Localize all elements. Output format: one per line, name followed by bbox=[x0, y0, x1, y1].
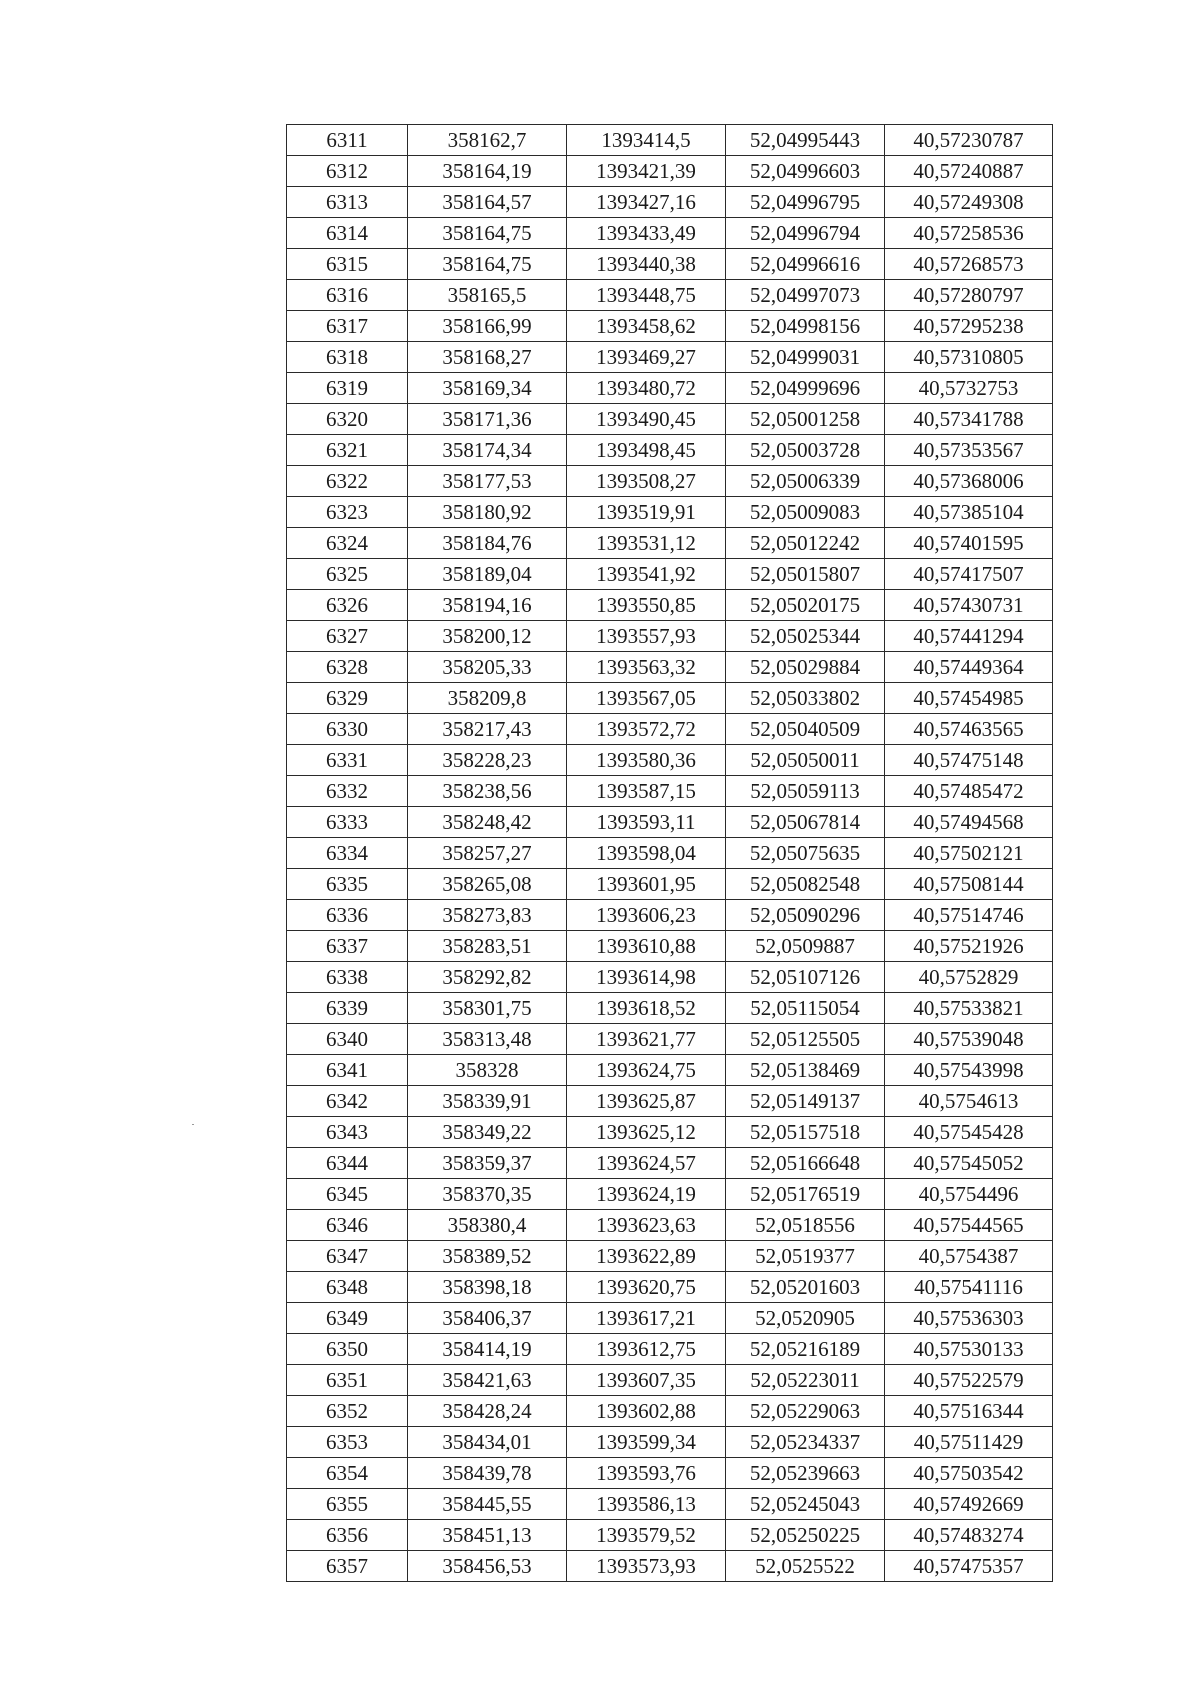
longitude-cell: 40,57543998 bbox=[885, 1055, 1053, 1086]
latitude-cell: 52,05090296 bbox=[726, 900, 885, 931]
latitude-cell: 52,05075635 bbox=[726, 838, 885, 869]
latitude-cell: 52,05234337 bbox=[726, 1427, 885, 1458]
longitude-cell: 40,57385104 bbox=[885, 497, 1053, 528]
latitude-cell: 52,05157518 bbox=[726, 1117, 885, 1148]
y-coordinate-cell: 1393625,12 bbox=[567, 1117, 726, 1148]
y-coordinate-cell: 1393469,27 bbox=[567, 342, 726, 373]
x-coordinate-cell: 358166,99 bbox=[408, 311, 567, 342]
x-coordinate-cell: 358194,16 bbox=[408, 590, 567, 621]
x-coordinate-cell: 358169,34 bbox=[408, 373, 567, 404]
latitude-cell: 52,05125505 bbox=[726, 1024, 885, 1055]
latitude-cell: 52,04999031 bbox=[726, 342, 885, 373]
longitude-cell: 40,5752829 bbox=[885, 962, 1053, 993]
x-coordinate-cell: 358177,53 bbox=[408, 466, 567, 497]
longitude-cell: 40,57353567 bbox=[885, 435, 1053, 466]
latitude-cell: 52,05115054 bbox=[726, 993, 885, 1024]
point-number-cell: 6340 bbox=[287, 1024, 408, 1055]
point-number-cell: 6338 bbox=[287, 962, 408, 993]
latitude-cell: 52,05138469 bbox=[726, 1055, 885, 1086]
table-row bbox=[287, 838, 1053, 869]
longitude-cell: 40,57258536 bbox=[885, 218, 1053, 249]
longitude-cell: 40,57541116 bbox=[885, 1272, 1053, 1303]
y-coordinate-cell: 1393586,13 bbox=[567, 1489, 726, 1520]
point-number-cell: 6350 bbox=[287, 1334, 408, 1365]
y-coordinate-cell: 1393593,11 bbox=[567, 807, 726, 838]
point-number-cell: 6315 bbox=[287, 249, 408, 280]
x-coordinate-cell: 358359,37 bbox=[408, 1148, 567, 1179]
y-coordinate-cell: 1393579,52 bbox=[567, 1520, 726, 1551]
point-number-cell: 6332 bbox=[287, 776, 408, 807]
longitude-cell: 40,5732753 bbox=[885, 373, 1053, 404]
y-coordinate-cell: 1393480,72 bbox=[567, 373, 726, 404]
x-coordinate-cell: 358445,55 bbox=[408, 1489, 567, 1520]
point-number-cell: 6328 bbox=[287, 652, 408, 683]
point-number-cell: 6355 bbox=[287, 1489, 408, 1520]
longitude-cell: 40,57268573 bbox=[885, 249, 1053, 280]
latitude-cell: 52,0519377 bbox=[726, 1241, 885, 1272]
point-number-cell: 6334 bbox=[287, 838, 408, 869]
y-coordinate-cell: 1393531,12 bbox=[567, 528, 726, 559]
x-coordinate-cell: 358456,53 bbox=[408, 1551, 567, 1582]
point-number-cell: 6321 bbox=[287, 435, 408, 466]
latitude-cell: 52,05025344 bbox=[726, 621, 885, 652]
y-coordinate-cell: 1393623,63 bbox=[567, 1210, 726, 1241]
x-coordinate-cell: 358349,22 bbox=[408, 1117, 567, 1148]
y-coordinate-cell: 1393620,75 bbox=[567, 1272, 726, 1303]
point-number-cell: 6318 bbox=[287, 342, 408, 373]
longitude-cell: 40,57449364 bbox=[885, 652, 1053, 683]
x-coordinate-cell: 358328 bbox=[408, 1055, 567, 1086]
y-coordinate-cell: 1393550,85 bbox=[567, 590, 726, 621]
point-number-cell: 6326 bbox=[287, 590, 408, 621]
x-coordinate-cell: 358439,78 bbox=[408, 1458, 567, 1489]
longitude-cell: 40,57483274 bbox=[885, 1520, 1053, 1551]
y-coordinate-cell: 1393541,92 bbox=[567, 559, 726, 590]
x-coordinate-cell: 358434,01 bbox=[408, 1427, 567, 1458]
x-coordinate-cell: 358380,4 bbox=[408, 1210, 567, 1241]
longitude-cell: 40,57545428 bbox=[885, 1117, 1053, 1148]
point-number-cell: 6311 bbox=[287, 125, 408, 156]
table-row bbox=[287, 590, 1053, 621]
latitude-cell: 52,04999696 bbox=[726, 373, 885, 404]
latitude-cell: 52,05020175 bbox=[726, 590, 885, 621]
table-row bbox=[287, 435, 1053, 466]
point-number-cell: 6335 bbox=[287, 869, 408, 900]
y-coordinate-cell: 1393448,75 bbox=[567, 280, 726, 311]
latitude-cell: 52,0525522 bbox=[726, 1551, 885, 1582]
point-number-cell: 6352 bbox=[287, 1396, 408, 1427]
y-coordinate-cell: 1393440,38 bbox=[567, 249, 726, 280]
x-coordinate-cell: 358164,75 bbox=[408, 218, 567, 249]
longitude-cell: 40,57249308 bbox=[885, 187, 1053, 218]
x-coordinate-cell: 358228,23 bbox=[408, 745, 567, 776]
x-coordinate-cell: 358339,91 bbox=[408, 1086, 567, 1117]
y-coordinate-cell: 1393602,88 bbox=[567, 1396, 726, 1427]
longitude-cell: 40,57310805 bbox=[885, 342, 1053, 373]
x-coordinate-cell: 358257,27 bbox=[408, 838, 567, 869]
latitude-cell: 52,05166648 bbox=[726, 1148, 885, 1179]
table-row bbox=[287, 807, 1053, 838]
table-row bbox=[287, 993, 1053, 1024]
y-coordinate-cell: 1393587,15 bbox=[567, 776, 726, 807]
latitude-cell: 52,04995443 bbox=[726, 125, 885, 156]
table-row bbox=[287, 714, 1053, 745]
table-row bbox=[287, 1396, 1053, 1427]
latitude-cell: 52,04996616 bbox=[726, 249, 885, 280]
x-coordinate-cell: 358174,34 bbox=[408, 435, 567, 466]
y-coordinate-cell: 1393498,45 bbox=[567, 435, 726, 466]
latitude-cell: 52,04996603 bbox=[726, 156, 885, 187]
y-coordinate-cell: 1393593,76 bbox=[567, 1458, 726, 1489]
x-coordinate-cell: 358205,33 bbox=[408, 652, 567, 683]
y-coordinate-cell: 1393617,21 bbox=[567, 1303, 726, 1334]
point-number-cell: 6342 bbox=[287, 1086, 408, 1117]
longitude-cell: 40,57341788 bbox=[885, 404, 1053, 435]
x-coordinate-cell: 358164,57 bbox=[408, 187, 567, 218]
point-number-cell: 6353 bbox=[287, 1427, 408, 1458]
table-row bbox=[287, 1210, 1053, 1241]
x-coordinate-cell: 358248,42 bbox=[408, 807, 567, 838]
longitude-cell: 40,57492669 bbox=[885, 1489, 1053, 1520]
table-row bbox=[287, 342, 1053, 373]
x-coordinate-cell: 358184,76 bbox=[408, 528, 567, 559]
x-coordinate-cell: 358398,18 bbox=[408, 1272, 567, 1303]
point-number-cell: 6346 bbox=[287, 1210, 408, 1241]
table-row bbox=[287, 1117, 1053, 1148]
longitude-cell: 40,57295238 bbox=[885, 311, 1053, 342]
table-row bbox=[287, 1024, 1053, 1055]
y-coordinate-cell: 1393612,75 bbox=[567, 1334, 726, 1365]
latitude-cell: 52,05229063 bbox=[726, 1396, 885, 1427]
point-number-cell: 6333 bbox=[287, 807, 408, 838]
longitude-cell: 40,57502121 bbox=[885, 838, 1053, 869]
table-row bbox=[287, 280, 1053, 311]
point-number-cell: 6348 bbox=[287, 1272, 408, 1303]
x-coordinate-cell: 358200,12 bbox=[408, 621, 567, 652]
point-number-cell: 6339 bbox=[287, 993, 408, 1024]
latitude-cell: 52,05201603 bbox=[726, 1272, 885, 1303]
x-coordinate-cell: 358414,19 bbox=[408, 1334, 567, 1365]
coordinate-table-body bbox=[287, 125, 1053, 1582]
longitude-cell: 40,57511429 bbox=[885, 1427, 1053, 1458]
y-coordinate-cell: 1393599,34 bbox=[567, 1427, 726, 1458]
latitude-cell: 52,05040509 bbox=[726, 714, 885, 745]
point-number-cell: 6337 bbox=[287, 931, 408, 962]
latitude-cell: 52,05067814 bbox=[726, 807, 885, 838]
latitude-cell: 52,05001258 bbox=[726, 404, 885, 435]
x-coordinate-cell: 358292,82 bbox=[408, 962, 567, 993]
longitude-cell: 40,57536303 bbox=[885, 1303, 1053, 1334]
point-number-cell: 6323 bbox=[287, 497, 408, 528]
longitude-cell: 40,57514746 bbox=[885, 900, 1053, 931]
table-row bbox=[287, 404, 1053, 435]
longitude-cell: 40,57485472 bbox=[885, 776, 1053, 807]
y-coordinate-cell: 1393458,62 bbox=[567, 311, 726, 342]
longitude-cell: 40,5754387 bbox=[885, 1241, 1053, 1272]
point-number-cell: 6317 bbox=[287, 311, 408, 342]
point-number-cell: 6356 bbox=[287, 1520, 408, 1551]
y-coordinate-cell: 1393519,91 bbox=[567, 497, 726, 528]
longitude-cell: 40,57230787 bbox=[885, 125, 1053, 156]
longitude-cell: 40,57475357 bbox=[885, 1551, 1053, 1582]
longitude-cell: 40,57545052 bbox=[885, 1148, 1053, 1179]
longitude-cell: 40,57280797 bbox=[885, 280, 1053, 311]
y-coordinate-cell: 1393622,89 bbox=[567, 1241, 726, 1272]
point-number-cell: 6313 bbox=[287, 187, 408, 218]
x-coordinate-cell: 358164,19 bbox=[408, 156, 567, 187]
x-coordinate-cell: 358164,75 bbox=[408, 249, 567, 280]
longitude-cell: 40,57494568 bbox=[885, 807, 1053, 838]
point-number-cell: 6354 bbox=[287, 1458, 408, 1489]
latitude-cell: 52,05015807 bbox=[726, 559, 885, 590]
y-coordinate-cell: 1393421,39 bbox=[567, 156, 726, 187]
longitude-cell: 40,57463565 bbox=[885, 714, 1053, 745]
table-row bbox=[287, 1427, 1053, 1458]
table-row bbox=[287, 1334, 1053, 1365]
table-row bbox=[287, 156, 1053, 187]
latitude-cell: 52,05029884 bbox=[726, 652, 885, 683]
table-row bbox=[287, 1055, 1053, 1086]
longitude-cell: 40,57240887 bbox=[885, 156, 1053, 187]
x-coordinate-cell: 358168,27 bbox=[408, 342, 567, 373]
latitude-cell: 52,05176519 bbox=[726, 1179, 885, 1210]
longitude-cell: 40,57503542 bbox=[885, 1458, 1053, 1489]
latitude-cell: 52,0520905 bbox=[726, 1303, 885, 1334]
latitude-cell: 52,05050011 bbox=[726, 745, 885, 776]
table-row bbox=[287, 1272, 1053, 1303]
point-number-cell: 6341 bbox=[287, 1055, 408, 1086]
point-number-cell: 6319 bbox=[287, 373, 408, 404]
y-coordinate-cell: 1393567,05 bbox=[567, 683, 726, 714]
y-coordinate-cell: 1393624,19 bbox=[567, 1179, 726, 1210]
y-coordinate-cell: 1393508,27 bbox=[567, 466, 726, 497]
x-coordinate-cell: 358283,51 bbox=[408, 931, 567, 962]
latitude-cell: 52,05006339 bbox=[726, 466, 885, 497]
longitude-cell: 40,57544565 bbox=[885, 1210, 1053, 1241]
point-number-cell: 6347 bbox=[287, 1241, 408, 1272]
longitude-cell: 40,57530133 bbox=[885, 1334, 1053, 1365]
y-coordinate-cell: 1393610,88 bbox=[567, 931, 726, 962]
latitude-cell: 52,05149137 bbox=[726, 1086, 885, 1117]
x-coordinate-cell: 358180,92 bbox=[408, 497, 567, 528]
y-coordinate-cell: 1393572,72 bbox=[567, 714, 726, 745]
point-number-cell: 6331 bbox=[287, 745, 408, 776]
latitude-cell: 52,05012242 bbox=[726, 528, 885, 559]
table-row bbox=[287, 1551, 1053, 1582]
latitude-cell: 52,04996795 bbox=[726, 187, 885, 218]
longitude-cell: 40,57508144 bbox=[885, 869, 1053, 900]
y-coordinate-cell: 1393427,16 bbox=[567, 187, 726, 218]
table-row bbox=[287, 497, 1053, 528]
table-row bbox=[287, 1520, 1053, 1551]
longitude-cell: 40,57533821 bbox=[885, 993, 1053, 1024]
latitude-cell: 52,05239663 bbox=[726, 1458, 885, 1489]
point-number-cell: 6349 bbox=[287, 1303, 408, 1334]
point-number-cell: 6316 bbox=[287, 280, 408, 311]
x-coordinate-cell: 358265,08 bbox=[408, 869, 567, 900]
latitude-cell: 52,05250225 bbox=[726, 1520, 885, 1551]
table-row bbox=[287, 528, 1053, 559]
y-coordinate-cell: 1393625,87 bbox=[567, 1086, 726, 1117]
latitude-cell: 52,05033802 bbox=[726, 683, 885, 714]
longitude-cell: 40,57368006 bbox=[885, 466, 1053, 497]
x-coordinate-cell: 358301,75 bbox=[408, 993, 567, 1024]
y-coordinate-cell: 1393598,04 bbox=[567, 838, 726, 869]
y-coordinate-cell: 1393624,57 bbox=[567, 1148, 726, 1179]
longitude-cell: 40,57516344 bbox=[885, 1396, 1053, 1427]
y-coordinate-cell: 1393624,75 bbox=[567, 1055, 726, 1086]
x-coordinate-cell: 358273,83 bbox=[408, 900, 567, 931]
x-coordinate-cell: 358389,52 bbox=[408, 1241, 567, 1272]
x-coordinate-cell: 358421,63 bbox=[408, 1365, 567, 1396]
table-row bbox=[287, 249, 1053, 280]
scan-speck bbox=[192, 1124, 194, 1125]
latitude-cell: 52,05216189 bbox=[726, 1334, 885, 1365]
longitude-cell: 40,57475148 bbox=[885, 745, 1053, 776]
y-coordinate-cell: 1393490,45 bbox=[567, 404, 726, 435]
point-number-cell: 6320 bbox=[287, 404, 408, 435]
y-coordinate-cell: 1393614,98 bbox=[567, 962, 726, 993]
longitude-cell: 40,57454985 bbox=[885, 683, 1053, 714]
y-coordinate-cell: 1393607,35 bbox=[567, 1365, 726, 1396]
table-row bbox=[287, 125, 1053, 156]
latitude-cell: 52,0509887 bbox=[726, 931, 885, 962]
table-row bbox=[287, 745, 1053, 776]
table-row bbox=[287, 900, 1053, 931]
latitude-cell: 52,04998156 bbox=[726, 311, 885, 342]
y-coordinate-cell: 1393433,49 bbox=[567, 218, 726, 249]
table-row bbox=[287, 187, 1053, 218]
latitude-cell: 52,05223011 bbox=[726, 1365, 885, 1396]
coordinate-table bbox=[286, 124, 1053, 1582]
y-coordinate-cell: 1393618,52 bbox=[567, 993, 726, 1024]
table-row bbox=[287, 869, 1053, 900]
x-coordinate-cell: 358313,48 bbox=[408, 1024, 567, 1055]
table-row bbox=[287, 1303, 1053, 1334]
x-coordinate-cell: 358428,24 bbox=[408, 1396, 567, 1427]
table-row bbox=[287, 1086, 1053, 1117]
longitude-cell: 40,5754496 bbox=[885, 1179, 1053, 1210]
table-row bbox=[287, 218, 1053, 249]
table-row bbox=[287, 1179, 1053, 1210]
longitude-cell: 40,57441294 bbox=[885, 621, 1053, 652]
table-row bbox=[287, 621, 1053, 652]
table-row bbox=[287, 652, 1053, 683]
point-number-cell: 6324 bbox=[287, 528, 408, 559]
longitude-cell: 40,57539048 bbox=[885, 1024, 1053, 1055]
x-coordinate-cell: 358165,5 bbox=[408, 280, 567, 311]
table-row bbox=[287, 1489, 1053, 1520]
table-row bbox=[287, 373, 1053, 404]
table-row bbox=[287, 776, 1053, 807]
y-coordinate-cell: 1393557,93 bbox=[567, 621, 726, 652]
point-number-cell: 6330 bbox=[287, 714, 408, 745]
longitude-cell: 40,57430731 bbox=[885, 590, 1053, 621]
y-coordinate-cell: 1393601,95 bbox=[567, 869, 726, 900]
table-row bbox=[287, 1365, 1053, 1396]
longitude-cell: 40,57521926 bbox=[885, 931, 1053, 962]
longitude-cell: 40,57417507 bbox=[885, 559, 1053, 590]
y-coordinate-cell: 1393606,23 bbox=[567, 900, 726, 931]
table-row bbox=[287, 311, 1053, 342]
x-coordinate-cell: 358209,8 bbox=[408, 683, 567, 714]
point-number-cell: 6325 bbox=[287, 559, 408, 590]
y-coordinate-cell: 1393621,77 bbox=[567, 1024, 726, 1055]
latitude-cell: 52,05059113 bbox=[726, 776, 885, 807]
table-row bbox=[287, 559, 1053, 590]
latitude-cell: 52,05245043 bbox=[726, 1489, 885, 1520]
x-coordinate-cell: 358217,43 bbox=[408, 714, 567, 745]
latitude-cell: 52,05009083 bbox=[726, 497, 885, 528]
table-row bbox=[287, 1148, 1053, 1179]
latitude-cell: 52,05107126 bbox=[726, 962, 885, 993]
table-row bbox=[287, 466, 1053, 497]
latitude-cell: 52,04996794 bbox=[726, 218, 885, 249]
x-coordinate-cell: 358451,13 bbox=[408, 1520, 567, 1551]
table-row bbox=[287, 931, 1053, 962]
x-coordinate-cell: 358171,36 bbox=[408, 404, 567, 435]
y-coordinate-cell: 1393563,32 bbox=[567, 652, 726, 683]
point-number-cell: 6357 bbox=[287, 1551, 408, 1582]
point-number-cell: 6343 bbox=[287, 1117, 408, 1148]
x-coordinate-cell: 358189,04 bbox=[408, 559, 567, 590]
latitude-cell: 52,04997073 bbox=[726, 280, 885, 311]
point-number-cell: 6327 bbox=[287, 621, 408, 652]
y-coordinate-cell: 1393580,36 bbox=[567, 745, 726, 776]
table-row bbox=[287, 683, 1053, 714]
point-number-cell: 6351 bbox=[287, 1365, 408, 1396]
latitude-cell: 52,05003728 bbox=[726, 435, 885, 466]
longitude-cell: 40,57522579 bbox=[885, 1365, 1053, 1396]
table-row bbox=[287, 1241, 1053, 1272]
x-coordinate-cell: 358370,35 bbox=[408, 1179, 567, 1210]
y-coordinate-cell: 1393573,93 bbox=[567, 1551, 726, 1582]
table-row bbox=[287, 962, 1053, 993]
point-number-cell: 6329 bbox=[287, 683, 408, 714]
point-number-cell: 6314 bbox=[287, 218, 408, 249]
latitude-cell: 52,0518556 bbox=[726, 1210, 885, 1241]
table-row bbox=[287, 1458, 1053, 1489]
x-coordinate-cell: 358406,37 bbox=[408, 1303, 567, 1334]
point-number-cell: 6344 bbox=[287, 1148, 408, 1179]
point-number-cell: 6336 bbox=[287, 900, 408, 931]
point-number-cell: 6312 bbox=[287, 156, 408, 187]
x-coordinate-cell: 358162,7 bbox=[408, 125, 567, 156]
longitude-cell: 40,57401595 bbox=[885, 528, 1053, 559]
y-coordinate-cell: 1393414,5 bbox=[567, 125, 726, 156]
latitude-cell: 52,05082548 bbox=[726, 869, 885, 900]
point-number-cell: 6345 bbox=[287, 1179, 408, 1210]
point-number-cell: 6322 bbox=[287, 466, 408, 497]
longitude-cell: 40,5754613 bbox=[885, 1086, 1053, 1117]
x-coordinate-cell: 358238,56 bbox=[408, 776, 567, 807]
